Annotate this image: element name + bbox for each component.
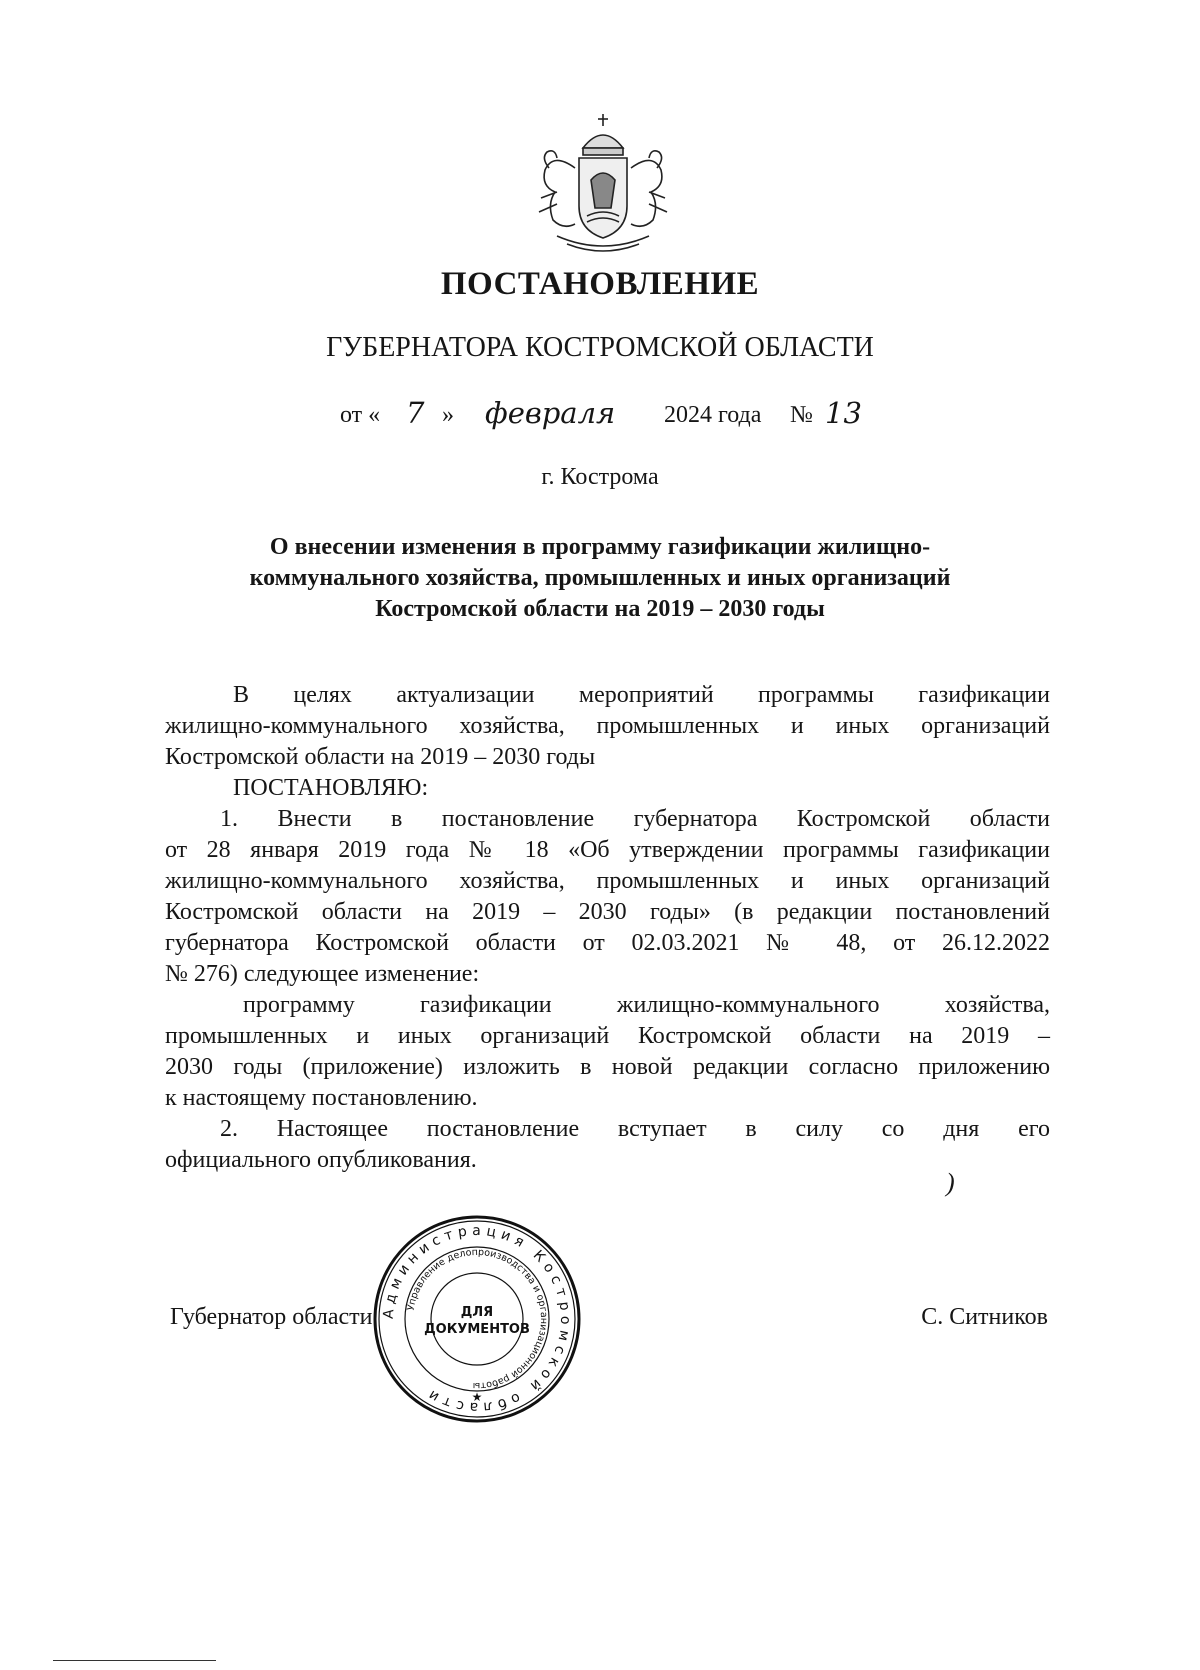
date-prefix: от « [340,402,381,428]
intro-paragraph [165,680,1050,773]
body-line: программу газификации жилищно-коммунального хозяйства, [243,992,1050,1018]
body-line: Костромской области на 2019 – 2030 годы [165,744,596,770]
stamp-center-line1: ДЛЯ [460,1305,494,1320]
signatory-name: С. Ситников [921,1304,1048,1330]
item-1-change-paragraph [165,990,1050,1114]
body-line: 2030 годы (приложение) изложить в новой редакции согласно приложению [165,1054,1050,1080]
issuer-heading: ГУБЕРНАТОРА КОСТРОМСКОЙ ОБЛАСТИ [326,332,874,363]
subject-line: О внесении изменения в программу газификации жилищно- [269,534,931,560]
date-number-line [340,396,900,442]
body-line: В целях актуализации мероприятий программы газификации [233,682,1050,708]
stamp-outer-text: Администрация Костромской области [380,1222,574,1416]
stamp-center-line2: ДОКУМЕНТОВ [424,1322,530,1337]
footer-rule [53,1660,216,1661]
svg-text:★: ★ [471,1390,483,1404]
date-mid: » [442,402,454,428]
coat-of-arms-emblem [527,108,679,260]
document-number: 13 [825,396,862,430]
date-month: февраля [485,396,616,430]
body-line: промышленных и иных организаций Костромской области на 2019 – [165,1023,1050,1049]
body-line: Костромской области на 2019 – 2030 годы» (в редакции постановлений [165,899,1050,925]
body-line: № 276) следующее изменение: [165,961,480,987]
date-day: 7 [406,396,425,430]
body-line: жилищно-коммунального хозяйства, промышленных и иных организаций [165,713,1050,739]
document-type-title: ПОСТАНОВЛЕНИЕ [440,266,760,302]
handwritten-mark: ) [946,1168,955,1197]
body-line: к настоящему постановлению. [165,1085,478,1111]
body-line: губернатора Костромской области от 02.03.2021 № 48, от 26.12.2022 [165,930,1050,956]
body-line: официального опубликования. [165,1147,477,1173]
number-label: № [790,402,813,428]
body-line: жилищно-коммунального хозяйства, промышленных и иных организаций [165,868,1050,894]
document-subject [0,532,1200,625]
official-stamp [371,1213,583,1425]
signatory-position: Губернатор области [170,1304,373,1330]
date-year: 2024 года [664,402,762,428]
subject-line: коммунального хозяйства, промышленных и иных организаций [249,565,951,591]
body-line: 2. Настоящее постановление вступает в силу со дня его [220,1116,1050,1142]
city-line: г. Кострома [541,464,659,490]
body-line: от 28 января 2019 года № 18 «Об утверждении программы газификации [165,837,1050,863]
item-2-paragraph [165,1114,1050,1176]
body-line: 1. Внести в постановление губернатора Костромской области [220,806,1050,832]
resolve-statement: ПОСТАНОВЛЯЮ: [233,775,429,801]
stamp-inner-text: Управление делопроизводства и организационной работы [405,1246,550,1392]
item-1-paragraph [165,804,1050,990]
subject-line: Костромской области на 2019 – 2030 годы [375,596,825,622]
